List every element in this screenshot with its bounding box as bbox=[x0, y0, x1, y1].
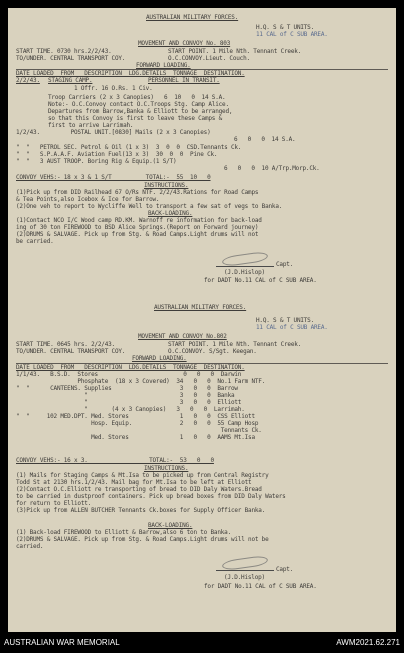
staging-1: STAGING CAMP. bbox=[48, 77, 93, 84]
signer-1: (J.D.Hislop) bbox=[224, 269, 265, 276]
document-page bbox=[8, 8, 396, 632]
start-point-1: START POINT. 1 Mile Nth. Tennant Creek. bbox=[168, 48, 302, 55]
line: (2)Contact O.C.Elliott re transporting of bread to DID Daly Waters.Bread bbox=[16, 486, 262, 493]
line: (2)One veh to report to Wycliffe Well to transport a few sat of vegs to Banka. bbox=[16, 203, 283, 210]
line: (1) Mails for Staging Camps & Mt.Isa to be picked up from Central Registry bbox=[16, 472, 269, 479]
line: Troop Carriers (2 x 3 Canopies) 6 10 0 14 S.A. bbox=[48, 94, 226, 101]
back-loading-2: BACK-LOADING. bbox=[148, 522, 193, 529]
date-1: 2/2/43. bbox=[16, 77, 40, 84]
row: Phosphate (18 x 3 Covered) 34 0 0 No.1 Farm NTF. bbox=[16, 378, 266, 385]
line: to be carried in dustproof containers. Pick up bread boxes from DID Daly Waters bbox=[16, 493, 286, 500]
heading-2: AUSTRALIAN MILITARY FORCES. bbox=[154, 304, 247, 311]
row: " (4 x 3 Canopies) 3 0 0 Larrimah. bbox=[16, 406, 245, 413]
forward-1: FORWARD LOADING. bbox=[136, 62, 191, 69]
row: " 3 0 0 Elliott bbox=[16, 399, 242, 406]
table-header-1: DATE LOADED FROM DESCRIPTION LDG.DETAILS TONNAGE DESTINATION. bbox=[16, 70, 245, 77]
line: (1) Back-load FIREWOOD to Elliott & Barrow,also 6 ton to Banka. bbox=[16, 529, 231, 536]
archive-id: AWM2021.62.271 bbox=[336, 638, 400, 647]
signer-2: (J.D.Hislop) bbox=[224, 574, 265, 581]
line: so that this Convoy is first to leave these Camps & bbox=[48, 115, 223, 122]
row: 1/1/43. B.S.D. Stores 0 0 0 Darwin bbox=[16, 371, 242, 378]
line: first to arrive Larrimah. bbox=[48, 122, 134, 129]
row: Tennants Ck. bbox=[16, 427, 262, 434]
line: 1 Offr. 16 O.Rs. 1 Civ. bbox=[74, 85, 153, 92]
line: be carried. bbox=[16, 238, 54, 245]
movement-title-1: MOVEMENT AND CONVOY No. 803 bbox=[138, 40, 231, 47]
line: 6 0 0 14 S.A. bbox=[118, 136, 296, 143]
for-dadt-2: for DADT No.11 CAL of C SUB AREA. bbox=[204, 583, 317, 590]
line: Departures from Barrow,Banka & Elliott to be arranged, bbox=[48, 108, 233, 115]
line: 1/2/43. POSTAL UNIT.[0830] Mails (2 x 3 Canopies) bbox=[16, 129, 211, 136]
line: (3)Pick up from ALLEN BUTCHER Tennants Ck.boxes for Supply Officer Banka. bbox=[16, 507, 266, 514]
start-time-1: START TIME. 0730 hrs.2/2/43. bbox=[16, 48, 112, 55]
unit-2a: H.Q. S & T UNITS. bbox=[256, 317, 315, 324]
line: for return to Elliott. bbox=[16, 500, 92, 507]
line: carried. bbox=[16, 543, 44, 550]
movement-title-2: MOVEMENT AND CONVOY No.802 bbox=[138, 333, 227, 340]
signature-1 bbox=[216, 252, 274, 267]
unit-1a: H.Q. S & T UNITS. bbox=[256, 24, 315, 31]
line: " " 3 AUST TROOP. Boring Rig & Equip.(1 S/T) bbox=[16, 158, 177, 165]
start-time-2: START TIME. 0645 hrs. 2/2/43. bbox=[16, 341, 115, 348]
line: (1)Contact NCO I/C Wood camp RD.KM. Warnoff re information for back-load bbox=[16, 217, 262, 224]
table-header-2: DATE LOADED FROM DESCRIPTION LDG.DETAILS TONNAGE DESTINATION. bbox=[16, 364, 245, 371]
to-2: TO/UNDER. CENTRAL TRANSPORT COY. bbox=[16, 348, 126, 355]
row: " " 102 MED.DPT. Med. Stores 1 0 0 CSS Elliott bbox=[16, 413, 255, 420]
row: " " CANTEENS. Supplies 3 0 0 Barrow bbox=[16, 385, 238, 392]
line: " " PETROL SEC. Petrol & Oil (1 x 3) 3 0 0 CSD.Tennants Ck. bbox=[16, 144, 242, 151]
line: & Tea Points,also Icebox & Ice for Barrow. bbox=[16, 196, 160, 203]
convoy-vehs-1: CONVOY VEHS:- 18 x 3 & 1 S/T TOTAL:- 55 10 0 bbox=[16, 174, 211, 181]
heading-1: AUSTRALIAN MILITARY FORCES. bbox=[146, 14, 239, 21]
line: (1)Pick up from DID Railhead 67 O/Rs NTF. 2/2/43.Rations for Road Camps bbox=[16, 189, 259, 196]
line: " " S.P.A.A.F. Aviation Fuel(13 x 3) 30 0 0 Pine Ck. bbox=[16, 151, 218, 158]
line: (2)DRUMS & SALVAGE. Pick up from Stg. & Road Camps.Light drums will not bbox=[16, 231, 259, 238]
back-loading-1: BACK-LOADING. bbox=[148, 210, 193, 217]
line: 6 0 0 10 A/Trp.Morp.Ck. bbox=[108, 165, 320, 172]
line: ing of 30 ton FIREWOOD to BSD Alice Springs.(Report on Forward journey) bbox=[16, 224, 259, 231]
instructions-1: INSTRUCTIONS. bbox=[144, 182, 189, 189]
row: Hosp. Equip. 2 0 0 55 Camp Hosp bbox=[16, 420, 259, 427]
archive-footer bbox=[0, 632, 404, 653]
personnel-1: PERSONNEL IN TRANSIT. bbox=[148, 77, 220, 84]
oc-2: O.C.CONVOY. S/Sgt. Keegan. bbox=[168, 348, 257, 355]
forward-2: FORWARD LOADING. bbox=[132, 355, 187, 362]
capt-1: Capt. bbox=[276, 261, 294, 268]
unit-2b: 11 CAL of C SUB AREA. bbox=[256, 324, 328, 331]
line: (2)DRUMS & SALVAGE. Pick up from Stg. & Road Camps.Light drums will not be bbox=[16, 536, 269, 543]
row: Med. Stores 1 0 0 AAMS Mt.Isa bbox=[16, 434, 255, 441]
convoy-vehs-2: CONVOY VEHS:- 16 x 3. TOTAL:- 53 0 0 bbox=[16, 457, 214, 464]
for-dadt-1: for DADT No.11 CAL of C SUB AREA. bbox=[204, 277, 317, 284]
unit-1b: 11 CAL of C SUB AREA. bbox=[256, 31, 328, 38]
archive-name: AUSTRALIAN WAR MEMORIAL bbox=[4, 638, 120, 647]
line: Note:- O.C.Convoy contact O.C.Troops Stg. Camp Alice. bbox=[48, 101, 229, 108]
instructions-2: INSTRUCTIONS. bbox=[144, 465, 189, 472]
start-point-2: START POINT. 1 Mile Nth. Tennant Creek. bbox=[168, 341, 302, 348]
signature-2 bbox=[216, 556, 274, 571]
capt-2: Capt. bbox=[276, 566, 294, 573]
row: " 3 0 0 Banka bbox=[16, 392, 235, 399]
to-1: TO/UNDER. CENTRAL TRANSPORT COY. bbox=[16, 55, 126, 62]
oc-1: O.C.CONVOY.Lieut. Couch. bbox=[168, 55, 250, 62]
line: Todd St at 2130 hrs.1/2/43. Mail bag for Mt.Isa to be left at Elliott bbox=[16, 479, 252, 486]
